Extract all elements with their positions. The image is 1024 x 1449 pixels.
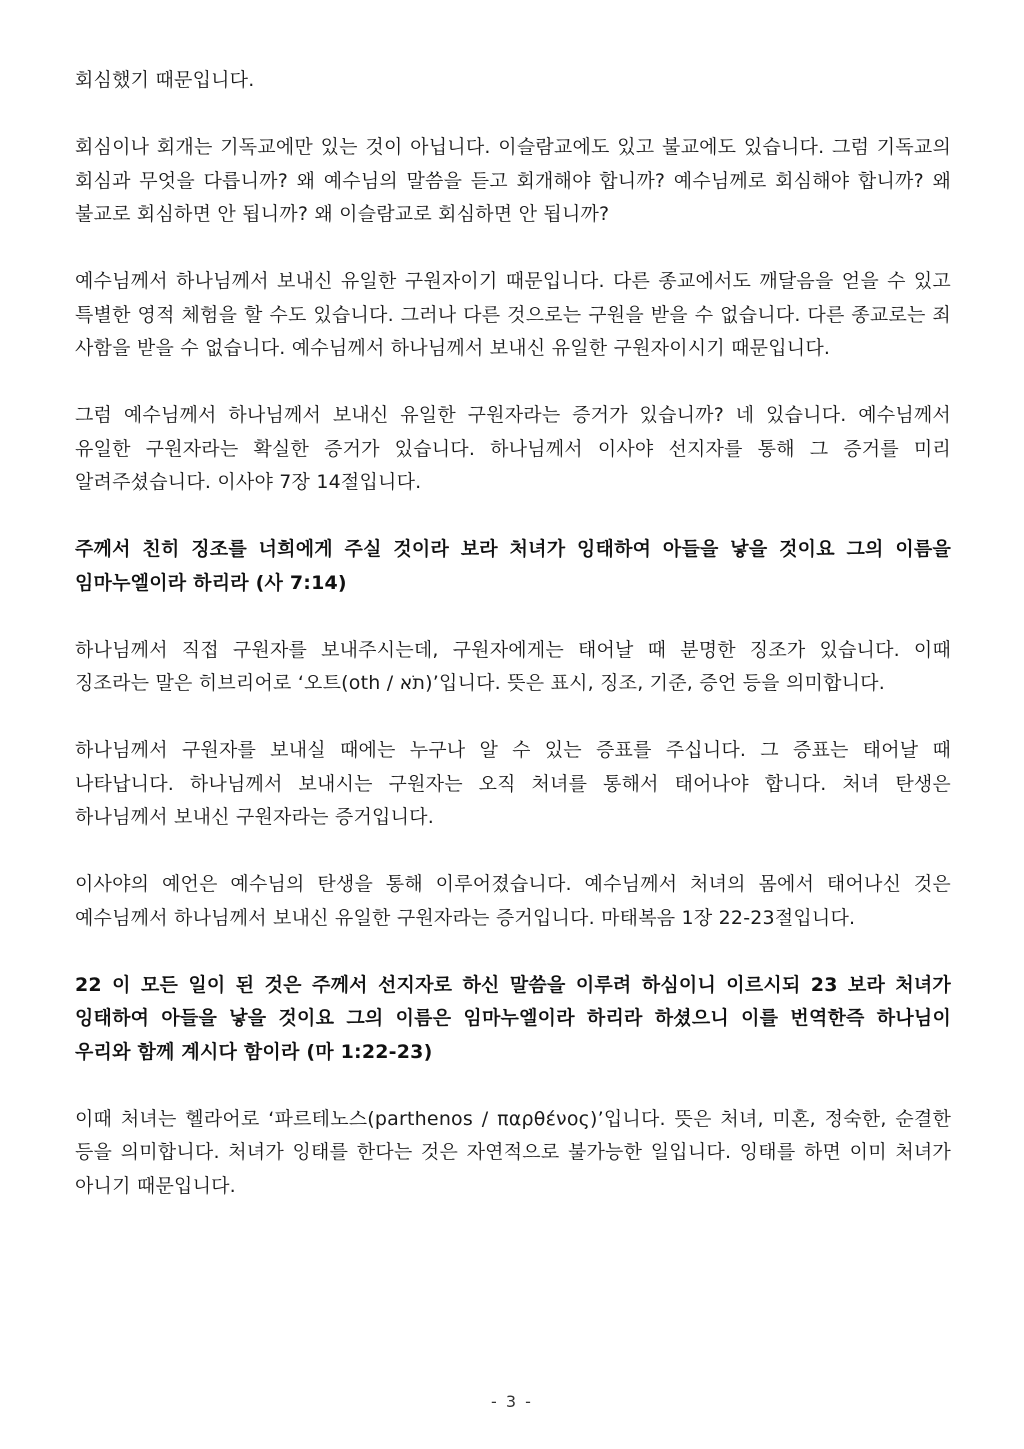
paragraph-evidence: 그럼 예수님께서 하나님께서 보내신 유일한 구원자라는 증거가 있습니까? 네 있습니다. 예수님께서 유일한 구원자라는 확실한 증거가 있습니다. 하나님께서 이사야 선지자를 통해 그 증거를 미리 알려주셨습니다. 이사야 7장 14절입니다. bbox=[75, 404, 951, 493]
paragraph-prophecy-fulfilled: 이사야의 예언은 예수님의 탄생을 통해 이루어졌습니다. 예수님께서 처녀의 몸에서 태어나신 것은 예수님께서 하나님께서 보내신 유일한 구원자라는 증거입니다. 마태복음 1장 22-23절입니다. bbox=[75, 873, 951, 929]
paragraph-sign-oth: 하나님께서 직접 구원자를 보내주시는데, 구원자에게는 태어날 때 분명한 징조가 있습니다. 이때 징조라는 말은 히브리어로 ‘오트(oth / תֹא)’입니다. 뜻은 표시, 징조, 기준, 증언 등을 의미합니다. bbox=[75, 638, 951, 694]
document-body bbox=[75, 64, 951, 1237]
paragraph-repentance: 회심이나 회개는 기독교에만 있는 것이 아닙니다. 이슬람교에도 있고 불교에도 있습니다. 그럼 기독교의 회심과 무엇을 다릅니까? 왜 예수님의 말씀을 듣고 회개해야 합니까? 예수님께로 회심해야 합니까? 왜 불교로 회심하면 안 됩니까? 왜 이슬람교로 회심하면 안 됩니까? bbox=[75, 136, 951, 225]
page-number: - 3 - bbox=[491, 1392, 533, 1411]
scripture-quote-matthew: 22 이 모든 일이 된 것은 주께서 선지자로 하신 말씀을 이루려 하심이니 이르시되 23 보라 처녀가 잉태하여 아들을 낳을 것이요 그의 이름은 임마누엘이라 하리라 하셨으니 이를 번역한즉 하나님이 우리와 함께 계시다 함이라 (마 1:22-23) bbox=[75, 973, 951, 1063]
paragraph-virgin-birth: 하나님께서 구원자를 보내실 때에는 누구나 알 수 있는 증표를 주십니다. 그 증표는 태어날 때 나타납니다. 하나님께서 보내시는 구원자는 오직 처녀를 통해서 태어나야 합니다. 처녀 탄생은 하나님께서 보내신 구원자라는 증거입니다. bbox=[75, 739, 951, 828]
paragraph-parthenos: 이때 처녀는 헬라어로 ‘파르테노스(parthenos / παρθένος)’입니다. 뜻은 처녀, 미혼, 정숙한, 순결한 등을 의미합니다. 처녀가 잉태를 한다는 것은 자연적으로 불가능한 일입니다. 잉태를 하면 이미 처녀가 아니기 때문입니다. bbox=[75, 1107, 951, 1197]
paragraph-continuation: 회심했기 때문입니다. bbox=[75, 69, 255, 91]
scripture-quote-isaiah: 주께서 친히 징조를 너희에게 주실 것이라 보라 처녀가 잉태하여 아들을 낳을 것이요 그의 이름을 임마누엘이라 하리라 (사 7:14) bbox=[75, 538, 951, 594]
paragraph-only-savior: 예수님께서 하나님께서 보내신 유일한 구원자이기 때문입니다. 다른 종교에서도 깨달음을 얻을 수 있고 특별한 영적 체험을 할 수도 있습니다. 그러나 다른 것으로는 구원을 받을 수 없습니다. 다른 종교로는 죄 사함을 받을 수 없습니다. 예수님께서 하나님께서 보내신 유일한 구원자이시기 때문입니다. bbox=[75, 270, 951, 359]
